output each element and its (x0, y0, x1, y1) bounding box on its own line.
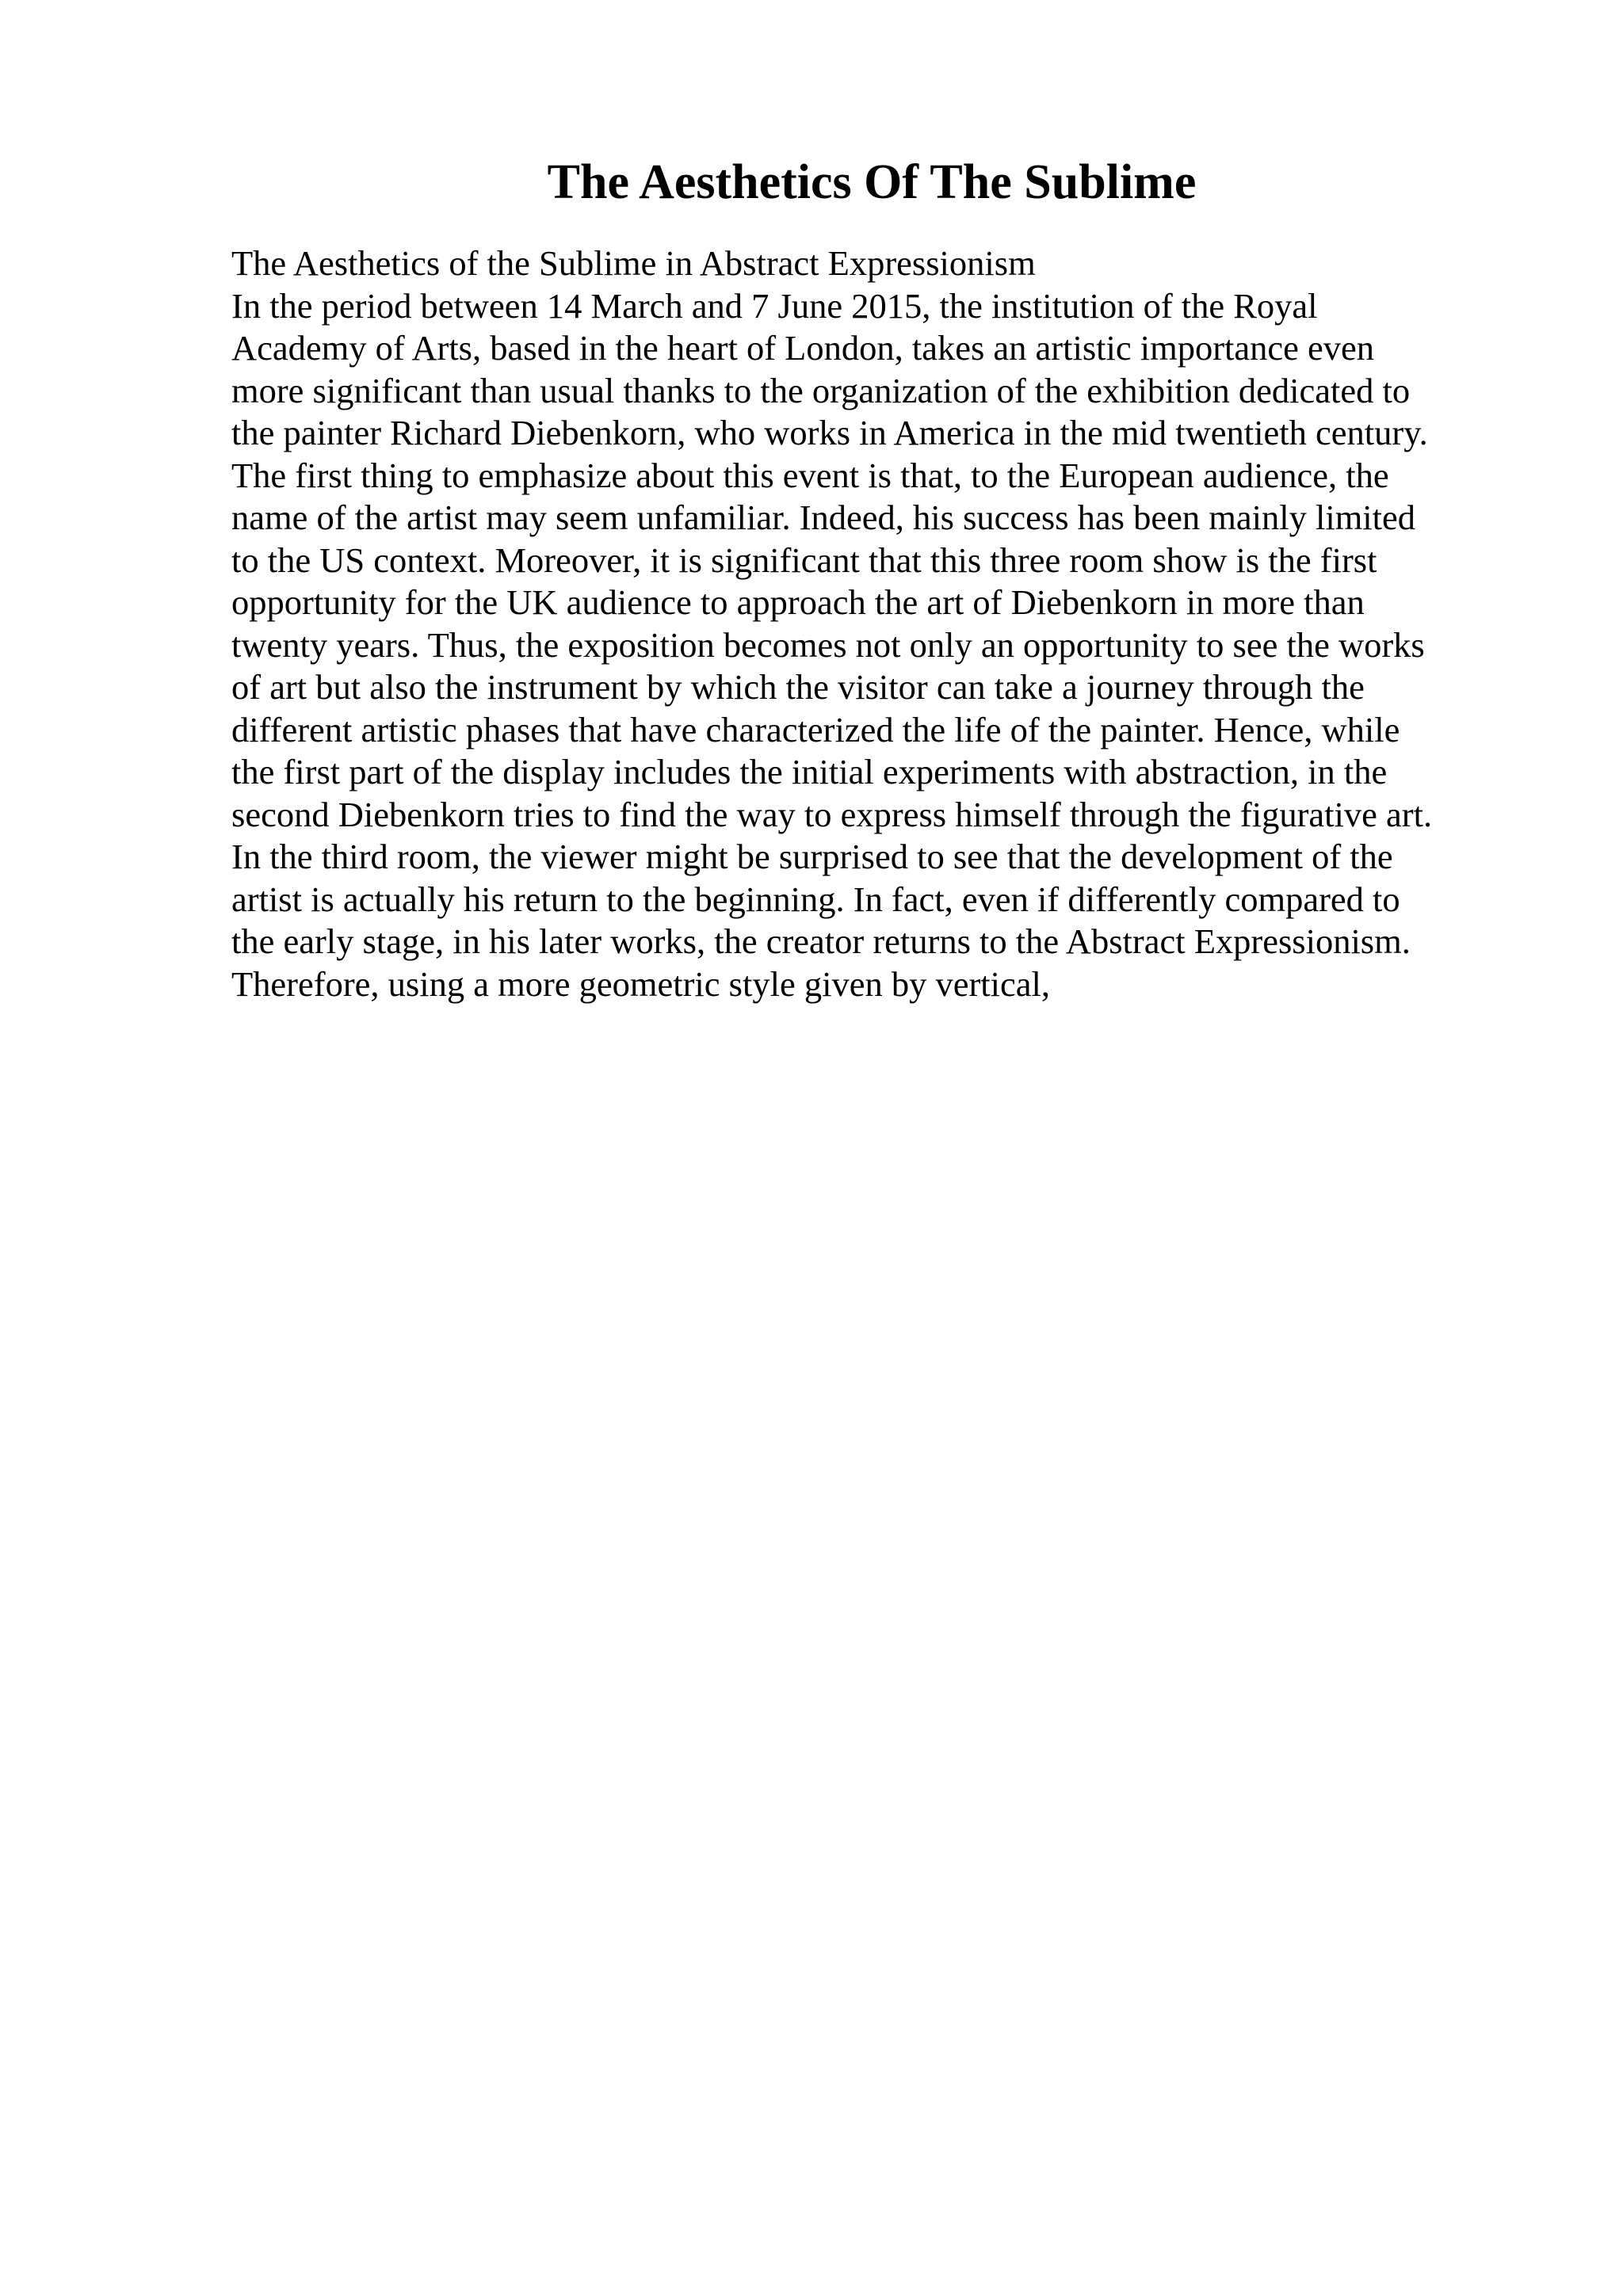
body-text-line: of art but also the instrument by which the visitor can take a journey through the (231, 667, 1365, 707)
body-text-line: Therefore, using a more geometric style given by vertical, (231, 963, 1050, 1004)
body-text-line: second Diebenkorn tries to find the way to express himself through the figurative art. (231, 794, 1433, 834)
body-text-line: artist is actually his return to the beginning. In fact, even if differently compared to (231, 879, 1400, 919)
body-text-line: In the period between 14 March and 7 June 2015, the institution of the Royal (231, 285, 1318, 326)
body-text-line: opportunity for the UK audience to approach the art of Diebenkorn in more than (231, 582, 1365, 622)
body-text-line: the first part of the display includes the initial experiments with abstraction, in the (231, 752, 1388, 791)
body-text-line: the early stage, in his later works, the creator returns to the Abstract Expressionism. (231, 921, 1411, 961)
body-text-line: the painter Richard Diebenkorn, who works in America in the mid twentieth century. (231, 413, 1428, 452)
body-text-line: Academy of Arts, based in the heart of London, takes an artistic importance even (231, 328, 1375, 368)
document-body (231, 242, 1515, 1005)
body-text-line: more significant than usual thanks to the organization of the exhibition dedicated to (231, 370, 1411, 410)
body-text-line: twenty years. Thus, the exposition becomes not only an opportunity to see the works (231, 624, 1425, 665)
body-text-line: different artistic phases that have characterized the life of the painter. Hence, while (231, 709, 1400, 749)
body-subtitle-line: The Aesthetics of the Sublime in Abstract Expressionism (231, 243, 1036, 283)
document-title: The Aesthetics Of The Sublime (547, 155, 1197, 209)
body-text-line: The first thing to emphasize about this event is that, to the European audience, the (231, 455, 1389, 495)
body-text-line: name of the artist may seem unfamiliar. Indeed, his success has been mainly limited (231, 498, 1416, 537)
body-text-line: In the third room, the viewer might be surprised to see that the development of the (231, 837, 1393, 876)
body-text-line: to the US context. Moreover, it is significant that this three room show is the first (231, 540, 1377, 580)
